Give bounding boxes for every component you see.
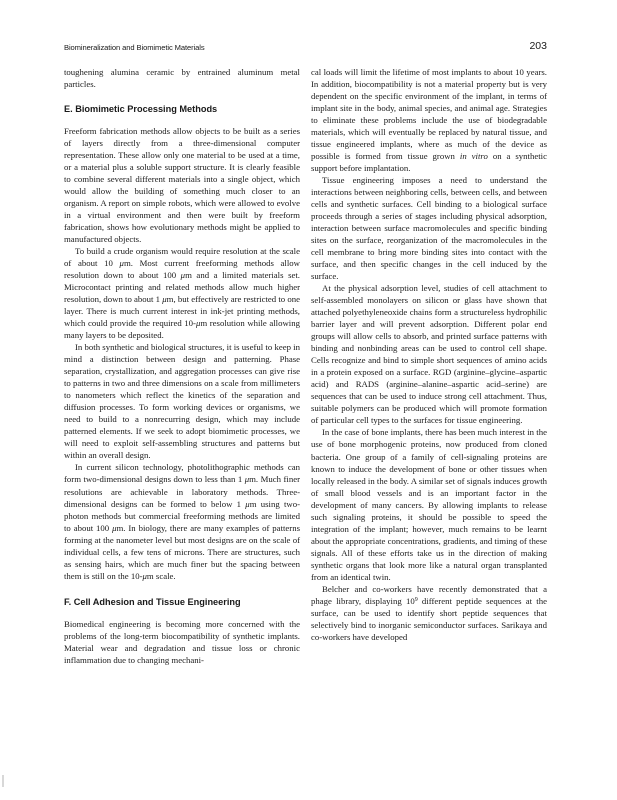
- mu-symbol: μ: [142, 570, 147, 581]
- text-segment: m, but effectively are restricted to one layer. There is much current interest in ink-jet printing methods, which could provide the required 10-: [64, 294, 300, 329]
- text-segment: m. Most current freeforming methods allow resolution down to about 100: [64, 258, 300, 281]
- text-segment: m. In biology, there are many examples of patterns forming at the nanometer level but most designs are on the scale of individual cells, a few tens of microns. There are structures, such as sensing hairs, which are much finer but the spacing between them is still on the 10-: [64, 522, 301, 581]
- paragraph-bone-implants: In the case of bone implants, there has been much interest in the use of bone morphogenic proteins, now produced from cloned bacteria. One group of a family of cell-signaling proteins are known to induce the development of bone or other tissues when locally released in the body. A similar set of signals induces growth of small blood vessels and is an important factor in the development of many cancers. By allowing implants to release such signaling proteins, it should be possible to speed the integration of the implant; however, much remains to be learnt about the appropriate concentrations, gradients, and timing of these signals. All of these efforts take us in the direction of making synthetic organs that look more like a natural organ transplanted from an identical twin.: [311, 427, 547, 582]
- paragraph-continuation: [311, 66, 547, 174]
- left-column: [64, 66, 300, 666]
- mu-symbol: μ: [162, 294, 167, 305]
- superscript: 9: [414, 596, 418, 603]
- mu-symbol: μ: [119, 258, 124, 269]
- text-segment: cal loads will limit the lifetime of most implants to about 10 years. In addition, biocompatibility is not a material property but is very dependent on the specific environment of the implant, in terms of implant site in the body, animal species, and animal age. Strategies to eliminate these problems include the use of biodegradable materials, which will eventually be replaced by natural tissue, and tissue engineered implants, where as much of the device as possible is formed from tissue grown: [311, 67, 547, 162]
- paragraph-resolution: [64, 245, 300, 341]
- paragraph-silicon-technology: [64, 461, 300, 581]
- paragraph-phage-library: [311, 583, 547, 643]
- paragraph-freeform-fabrication: Freeform fabrication methods allow objects to be built as a series of layers directly from a three-dimensional computer representation. These allow only one material to be used at a time, or a material plus a soluble support structure. It is clearly feasible to combine several different materials into a single object, which would allow the building of something much closer to an organism. A report on simple robots, which were allowed to evolve in a virtual environment and then were built by freeform fabrication, shows how evolutionary methods might be applied to manufactured objects.: [64, 126, 300, 245]
- mu-symbol: μ: [195, 318, 201, 329]
- text-segment: m using two-photon methods but commercial freeforming methods are limited to about 100: [64, 498, 300, 533]
- text-segment: m scale.: [146, 570, 176, 581]
- mu-symbol: μ: [180, 270, 186, 281]
- paragraph-physical-adsorption: At the physical adsorption level, studies of cell attachment to self-assembled monolayers on silicon or glass have shown that attached polyethyleneoxide chains form a structureless hydrophilic barrier layer and will prevent adsorption. Different polar end groups will allow cells to absorb, and printed surface patterns with binding and nonbinding areas can be used to control cell shape. Cells recognize and bind to simple short sequences of amino acids in a protein exposed on a surface. RGD (arginine–glycine–aspartic acid) and RADS (arginine–alanine–aspartic acid–serine) are sequences that can be used to induce strong cell attachment. Thus, suitable polymers can be produced which will promote formation of particular cell types to the surfaces for tissue engineering.: [311, 283, 547, 426]
- text-segment: In current silicon technology, photolithographic methods can form two-dimensional designs down to less than 1: [64, 462, 300, 485]
- scan-margin-mark: [2, 775, 4, 787]
- paragraph-tissue-engineering: Tissue engineering imposes a need to understand the interactions between neighboring cells, between cells, and between cells and synthetic surfaces. Cell binding to a biological surface proceeds through a series of stages including physical adsorption, interaction between surface macromolecules and specific binding sites on the surface, reorganization of the macromolecules in the cell membrane to bring more binding sites into contact with the surface, and then specific changes in the cell induced by the surface.: [311, 175, 547, 282]
- text-segment: m resolution while allowing many layers to be deposited.: [64, 318, 300, 341]
- page-number: 203: [529, 40, 547, 52]
- text-segment: on a synthetic support before implantation.: [311, 151, 547, 174]
- mu-symbol: μ: [244, 474, 250, 485]
- mu-symbol: μ: [112, 522, 117, 533]
- right-column: [311, 66, 547, 643]
- section-heading-biomimetic-processing: E. Biomimetic Processing Methods: [64, 104, 218, 115]
- text-segment: m and a limited materials set. Microcontact printing and related methods allow much higher resolution, down to about 1: [64, 270, 300, 305]
- section-heading-cell-adhesion: F. Cell Adhesion and Tissue Engineering: [64, 596, 241, 607]
- text-segment: different peptide sequences at the surface, can be used to identify short peptide sequences that selectively bind to inorganic semiconductor surfaces. Sarikaya and co-workers have developed: [311, 595, 547, 642]
- paragraph-biomedical-engineering: Biomedical engineering is becoming more concerned with the problems of the long-term biocompatibility of synthetic implants. Material wear and degradation and tissue loss or chronic inflammation due to changing mechani-: [64, 618, 300, 665]
- italic-text: in vitro: [459, 151, 488, 162]
- paragraph-continuation: toughening alumina ceramic by entrained aluminum metal particles.: [64, 67, 300, 90]
- mu-symbol: μ: [245, 498, 250, 509]
- paragraph-design-patterning: In both synthetic and biological structures, it is useful to keep in mind a distinction between design and patterning. Phase separation, crystallization, and aggregation processes can give rise to patterns in two and three dimensions on a scale from millimeters to nanometers which reflect the kinetics of the separation and diffusion processes. To form working devices or organisms, we need to build to a nonrecurring design, which may include patterned elements. If we seek to adopt biomimetic processes, we will need to exploit self-assembling structures and patterns but within an overall design.: [64, 342, 300, 461]
- text-segment: To build a crude organism would require resolution at the scale of about 10: [64, 246, 300, 269]
- page-header: [64, 40, 547, 54]
- text-segment: Belcher and co-workers have recently demonstrated that a phage library, displaying 10: [311, 583, 547, 606]
- text-segment: m. Much finer resolutions are achievable in laboratory methods. Three-dimensional designs can be formed to below 1: [64, 474, 300, 509]
- running-title: Biomineralization and Biomimetic Materials: [64, 43, 205, 52]
